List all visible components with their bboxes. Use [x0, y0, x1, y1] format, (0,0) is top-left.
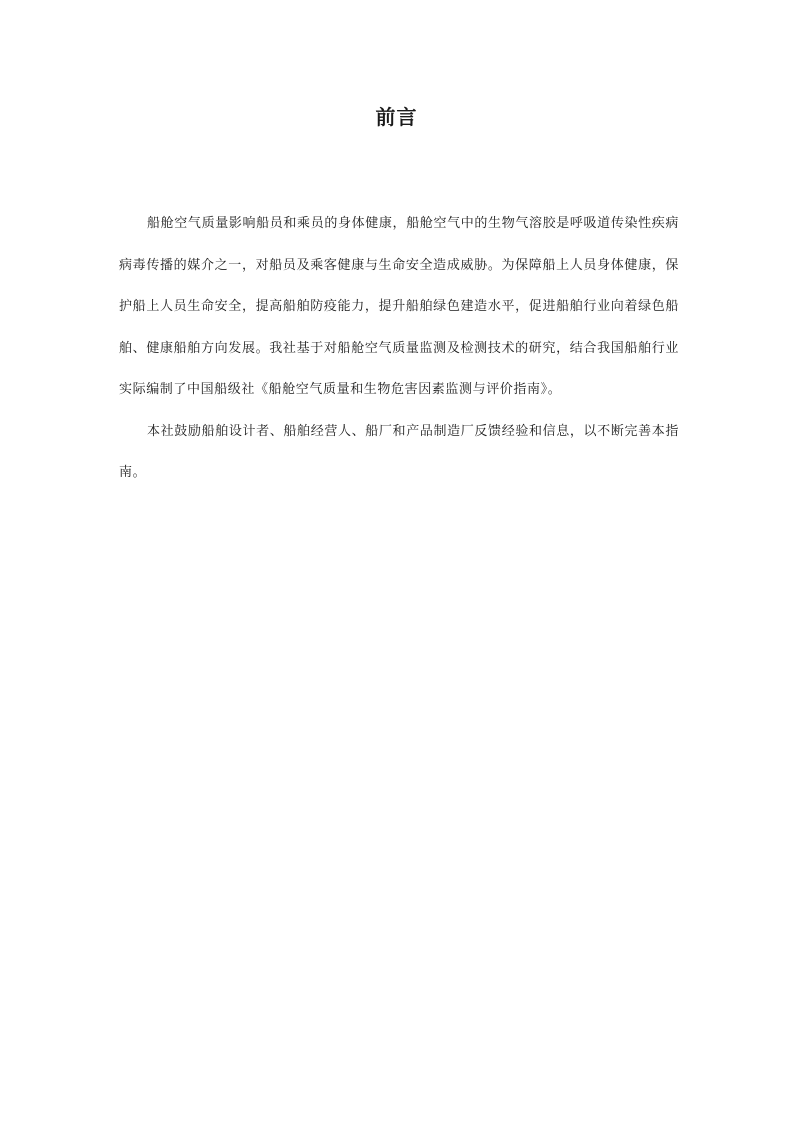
- paragraph-intro: 船舱空气质量影响船员和乘员的身体健康，船舱空气中的生物气溶胶是呼吸道传染性疾病病毒传播的媒介之一，对船员及乘客健康与生命安全造成威胁。为保障船上人员身体健康，保护船上人员生命安全，提高船舶防疫能力，提升船舶绿色建造水平，促进船舶行业向着绿色船舶、健康船舶方向发展。我社基于对船舱空气质量监测及检测技术的研究，结合我国船舶行业实际编制了中国船级社《船舱空气质量和生物危害因素监测与评价指南》。: [119, 216, 679, 397]
- paragraph-feedback: 本社鼓励船舶设计者、船舶经营人、船厂和产品制造厂反馈经验和信息，以不断完善本指南。: [119, 423, 679, 480]
- page-title: 前言: [375, 105, 418, 129]
- document-body: [119, 203, 679, 494]
